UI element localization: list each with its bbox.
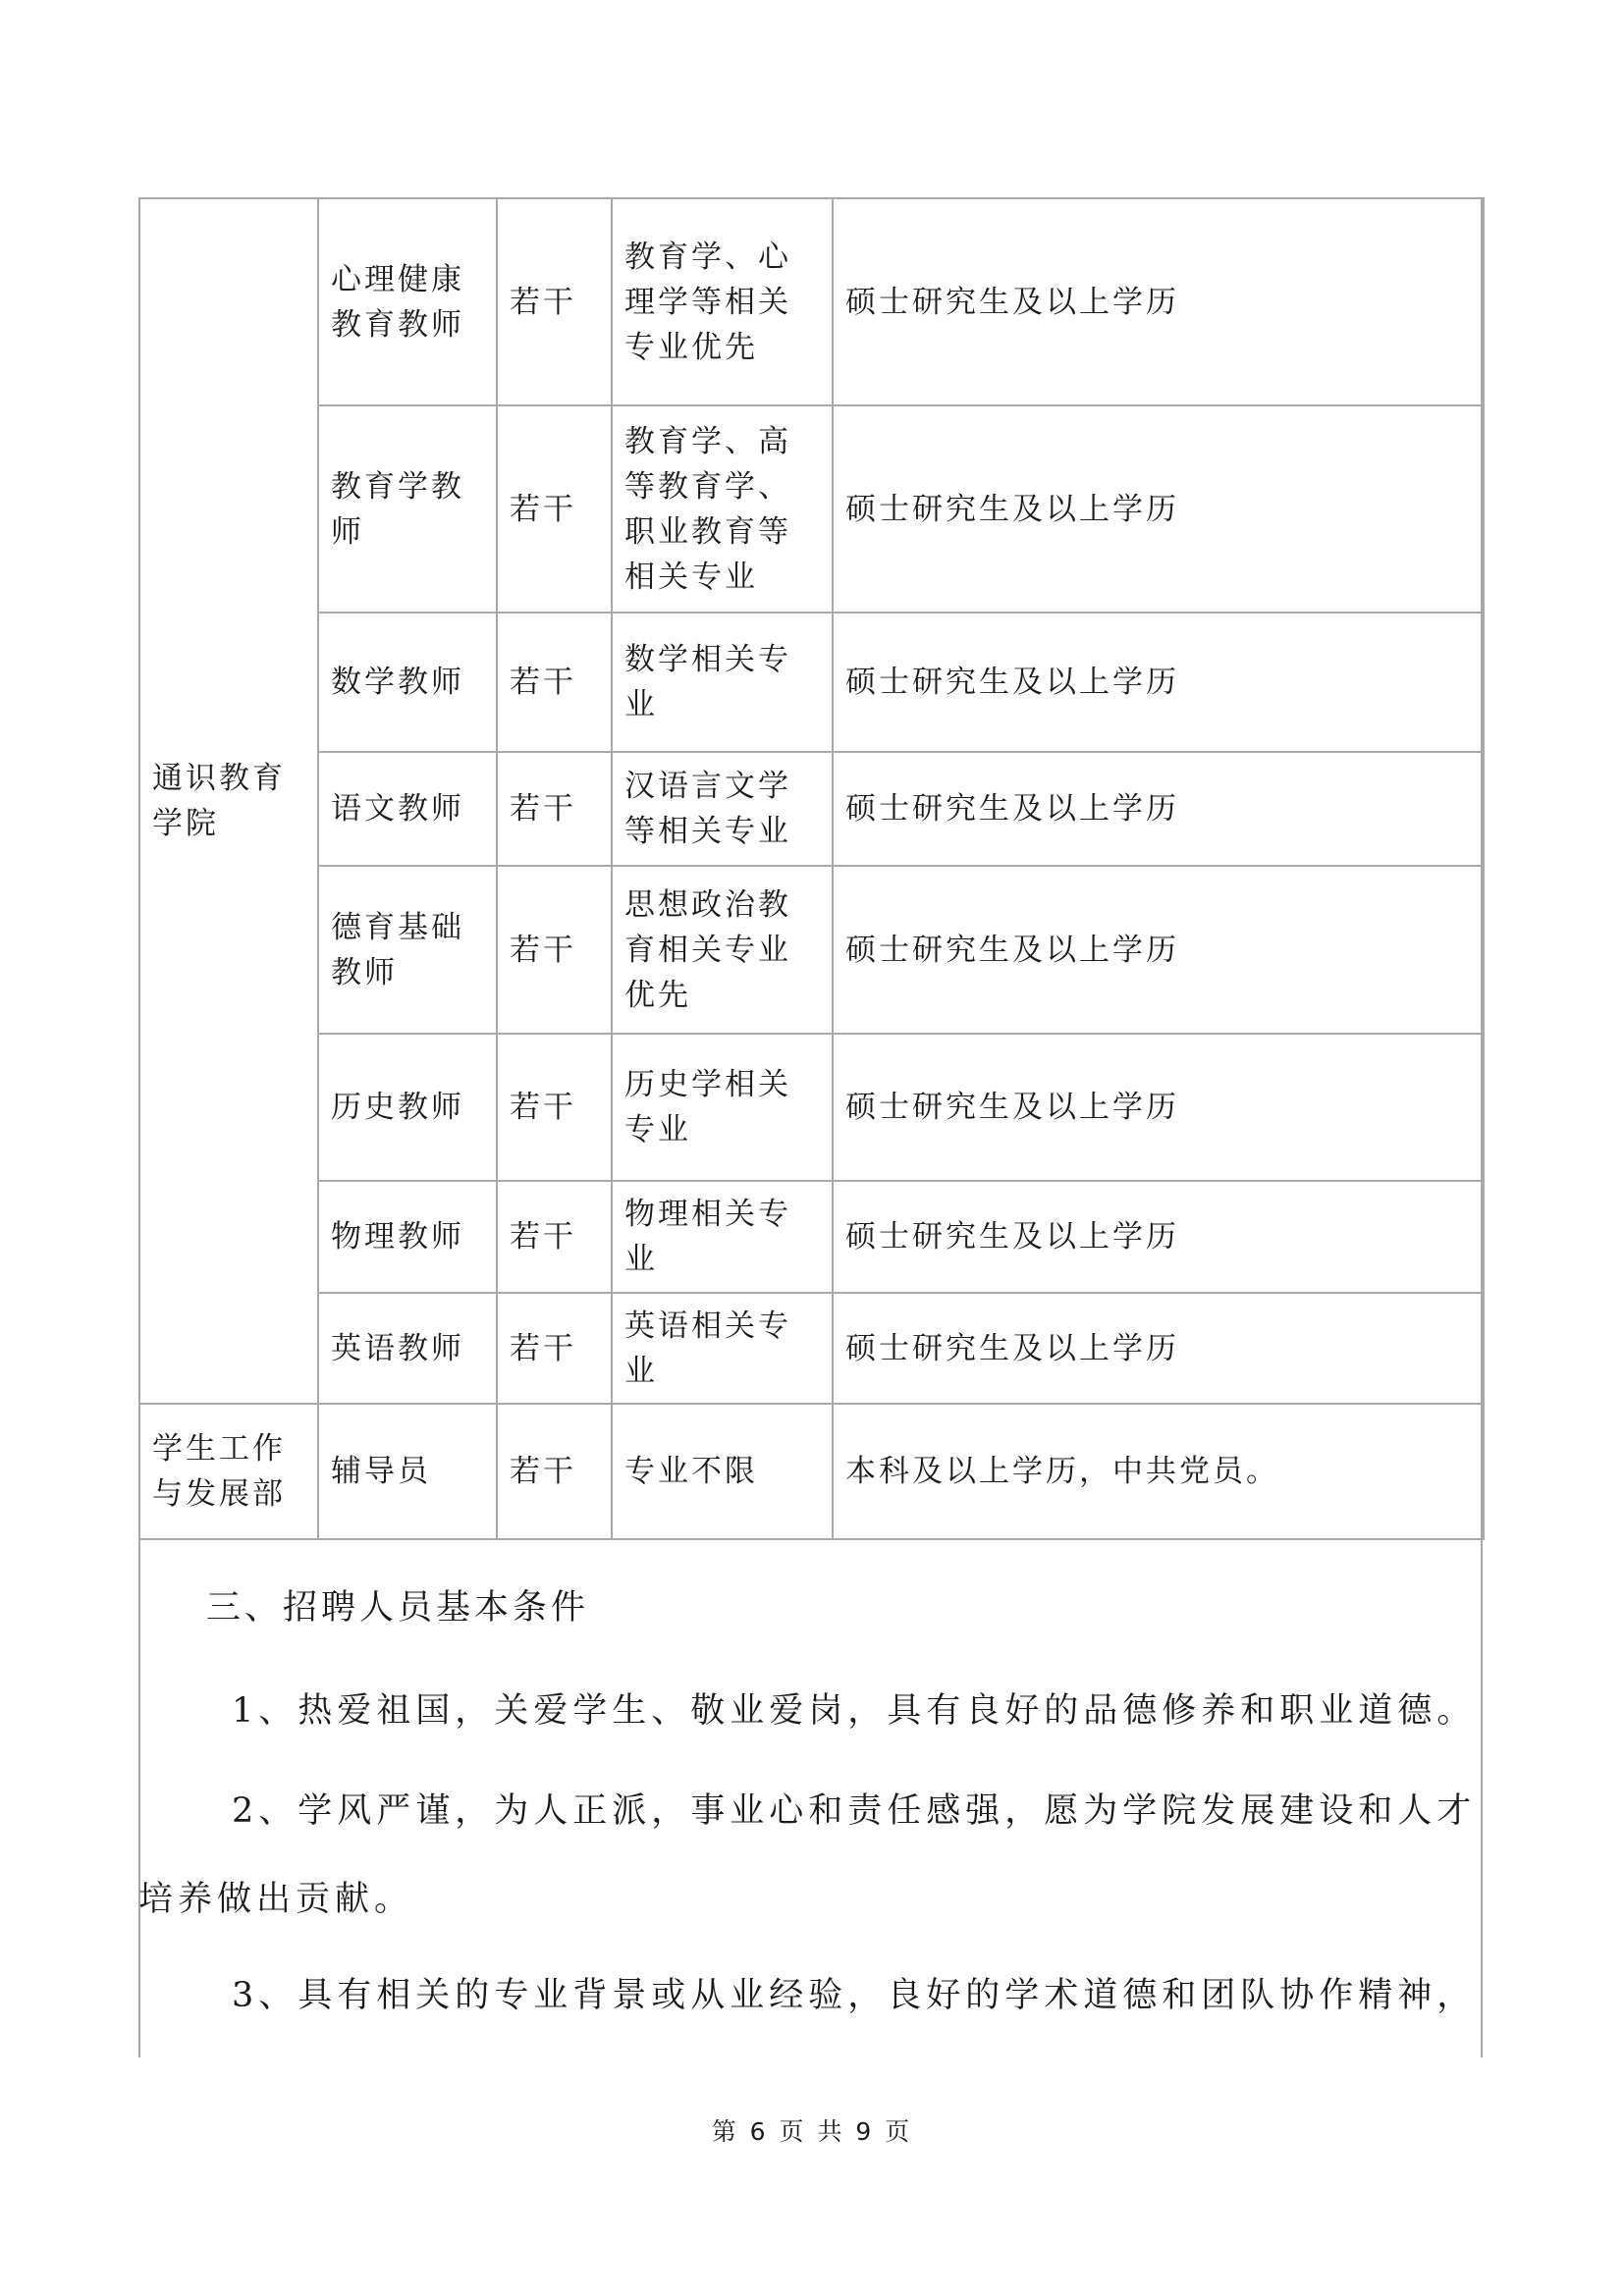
department-name: 通识教育学院 [152, 761, 286, 841]
requirement-cell: 硕士研究生及以上学历 [833, 405, 1484, 613]
requirement-cell: 硕士研究生及以上学历 [833, 1181, 1484, 1293]
count-cell: 若干 [497, 198, 612, 405]
section-heading: 三、招聘人员基本条件 [206, 1588, 590, 1628]
major-cell: 数学相关专业 [612, 613, 833, 752]
major-cell: 思想政治教育相关专业优先 [612, 866, 833, 1034]
requirement-cell: 硕士研究生及以上学历 [833, 198, 1484, 405]
count-cell: 若干 [497, 613, 612, 752]
count-cell: 若干 [497, 1181, 612, 1293]
paragraph-3: 3、具有相关的专业背景或从业经验，良好的学术道德和团队协作精神， [232, 1976, 1477, 2015]
position-cell: 教育学教师 [318, 405, 497, 613]
requirement-cell: 硕士研究生及以上学历 [833, 752, 1484, 866]
requirement-cell: 硕士研究生及以上学历 [833, 1293, 1484, 1404]
major-cell: 历史学相关专业 [612, 1034, 833, 1181]
table-row [139, 405, 1484, 613]
table-row [139, 1181, 1484, 1293]
requirement-cell: 本科及以上学历，中共党员。 [833, 1404, 1484, 1539]
table-row [139, 1404, 1484, 1539]
count-cell: 若干 [497, 1404, 612, 1539]
requirement-cell: 硕士研究生及以上学历 [833, 866, 1484, 1034]
major-cell: 教育学、心理学等相关专业优先 [612, 198, 833, 405]
table-row [139, 198, 1484, 405]
major-cell: 教育学、高等教育学、职业教育等相关专业 [612, 405, 833, 613]
position-cell: 数学教师 [318, 613, 497, 752]
position-cell: 物理教师 [318, 1181, 497, 1293]
count-cell: 若干 [497, 866, 612, 1034]
requirement-cell: 硕士研究生及以上学历 [833, 613, 1484, 752]
department-cell [139, 198, 318, 1404]
department-name: 学生工作与发展部 [152, 1431, 286, 1512]
major-cell: 汉语言文学等相关专业 [612, 752, 833, 866]
table-row [139, 1034, 1484, 1181]
position-cell: 英语教师 [318, 1293, 497, 1404]
major-cell: 专业不限 [612, 1404, 833, 1539]
count-cell: 若干 [497, 752, 612, 866]
count-cell: 若干 [497, 1034, 612, 1181]
position-cell: 语文教师 [318, 752, 497, 866]
requirement-cell: 硕士研究生及以上学历 [833, 1034, 1484, 1181]
paragraph-1: 1、热爱祖国，关爱学生、敬业爱岗，具有良好的品德修养和职业道德。 [232, 1691, 1477, 1731]
table-row [139, 866, 1484, 1034]
position-cell: 历史教师 [318, 1034, 497, 1181]
table-row [139, 613, 1484, 752]
table-row [139, 1293, 1484, 1404]
department-cell [139, 1404, 318, 1539]
major-cell: 英语相关专业 [612, 1293, 833, 1404]
table-row [139, 752, 1484, 866]
position-cell: 辅导员 [318, 1404, 497, 1539]
position-cell: 心理健康教育教师 [318, 198, 497, 405]
count-cell: 若干 [497, 1293, 612, 1404]
count-cell: 若干 [497, 405, 612, 613]
position-cell: 德育基础教师 [318, 866, 497, 1034]
page-footer: 第 6 页 共 9 页 [711, 2117, 913, 2146]
major-cell: 物理相关专业 [612, 1181, 833, 1293]
paragraph-2: 2、学风严谨，为人正派，事业心和责任感强，愿为学院发展建设和人才培养做出贡献。 [138, 1791, 1477, 1919]
recruitment-table [138, 197, 1485, 1540]
